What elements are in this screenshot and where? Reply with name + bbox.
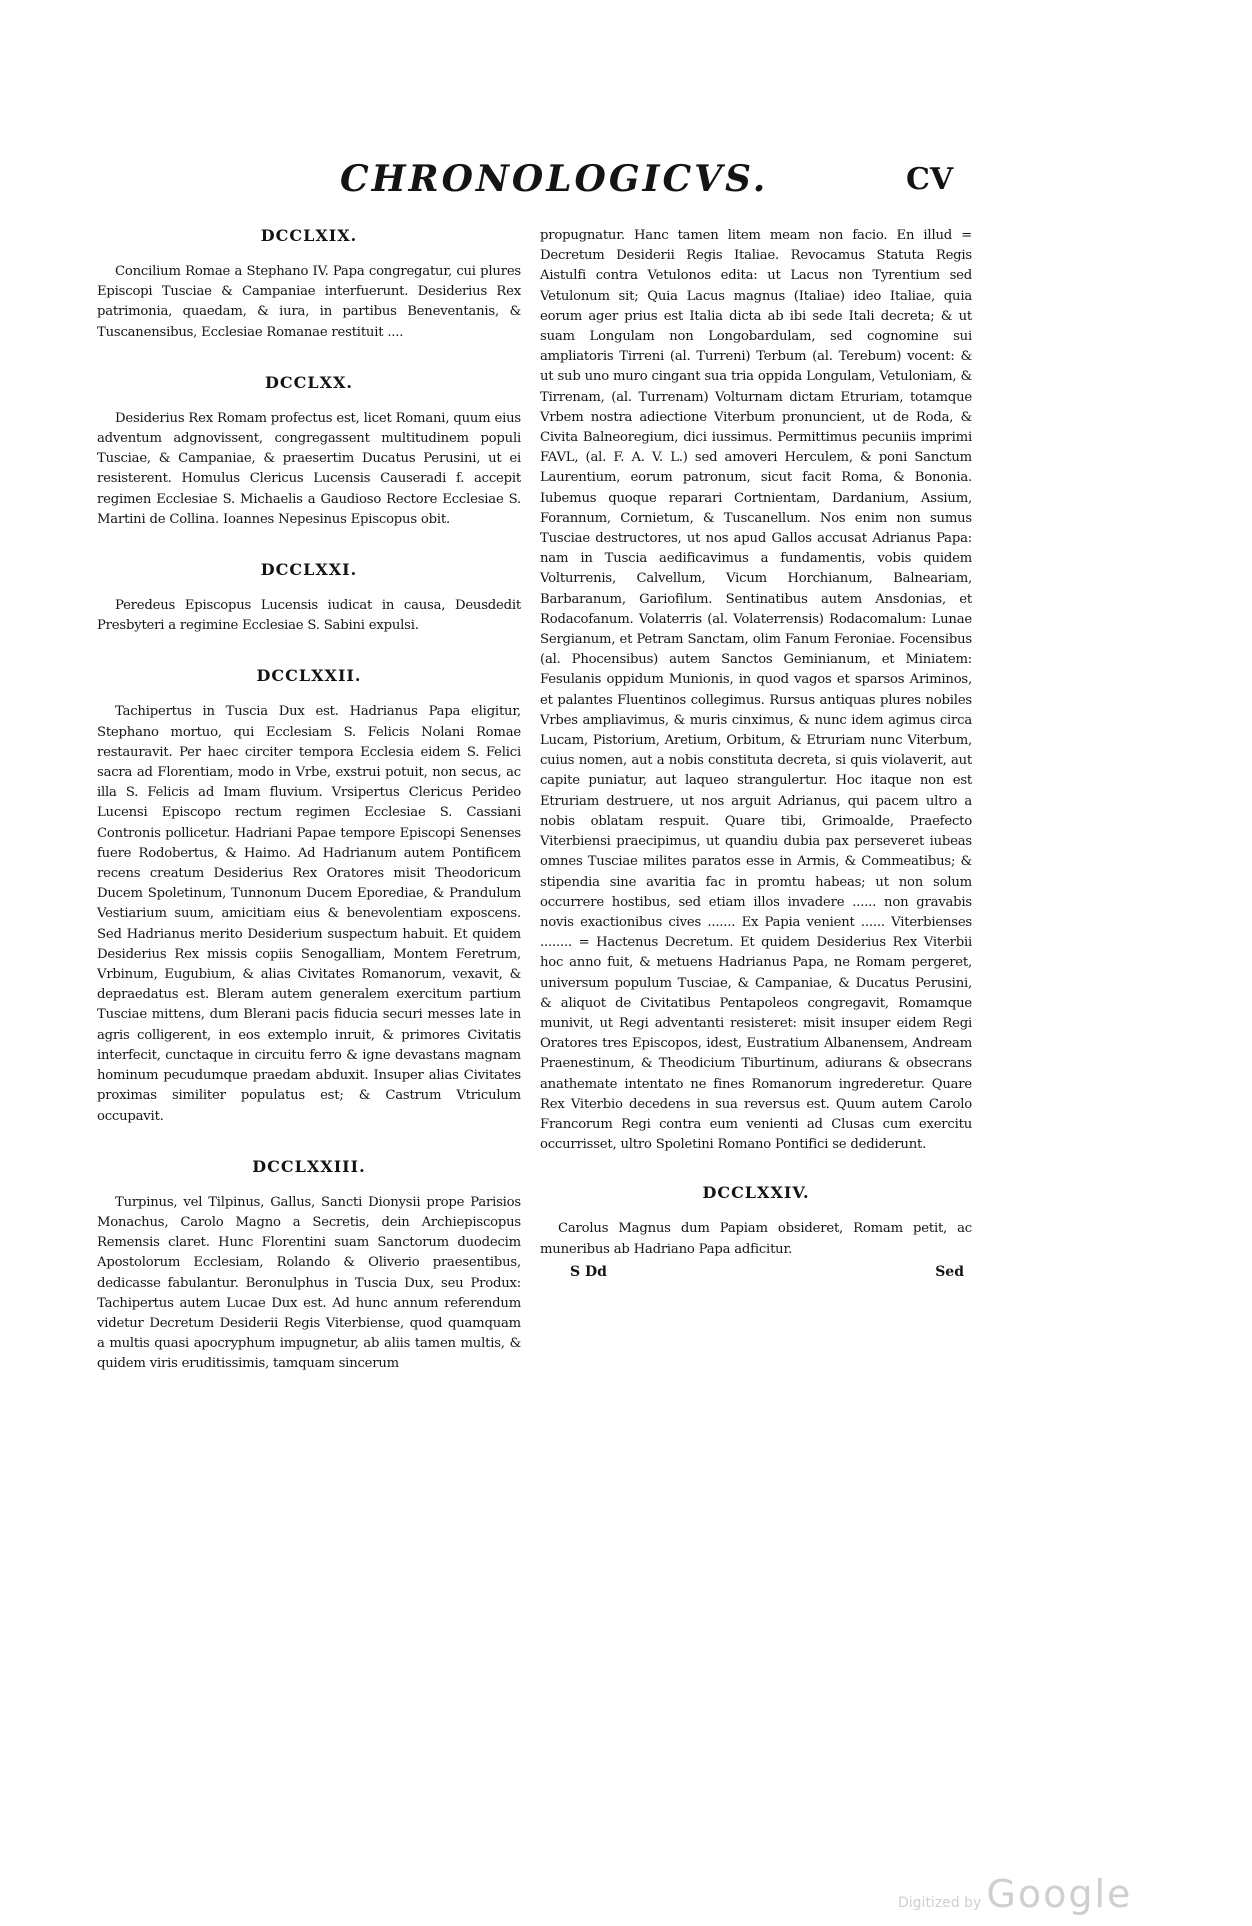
watermark-prefix: Digitized by bbox=[898, 1895, 982, 1911]
year-heading: DCCLXXIV. bbox=[702, 1183, 810, 1203]
year-heading: DCCLXXII. bbox=[256, 666, 362, 686]
continuation-text: propugnatur. Hanc tamen litem meam non facio. En illud = Decretum Desiderii Regis Italiae. Revocamus Statuta Regis Aistulfi contra Vetulonos edita: ut Lacus non Tyrentium sed Vetulonum sit; Quia Lacus magnus (Italiae) ideo Italiae, quia eorum ager prius est Italia dicta ab ibi sede Itali decreta; & ut suam Longulam non Longobardulam, sed cognomine sui ampliatoris Tirreni (al. Turreni) Terbum (al. Terebum) vocent: & ut sub uno muro cingant sua tria oppida Longulam, Vetuloniam, & Tirrenam, (al. Turrenam) Volturnam dictam Etruriam, totamque Vrbem nostra adiectione Viterbum pronuncient, ut de Roda, & Civita Balneoregium, dici iussimus. Permittimus pecuniis imprimi FAVL, (al. F. A. V. L.) sed amoveri Herculem, & poni Sanctum Laurentium, eorum patronum, sicut facit Roma, & Bononia. Iubemus quoque reparari Cortnientam, Dardanium, Assium, Forannum, Cornietum, & Tuscanellum. Nos enim non sumus Tusciae destructores, ut nos apud Gallos accusat Adrianus Papa: nam in Tuscia aedificavimus a fundamentis, vobis quidem Volturrenis, Calvellum, Vicum Horchianum, Balneariam, Barbaranum, Gariofilum. Sentinatibus autem Ansdonias, et Rodacofanum. Volaterris (al. Volaterrensis) Rodacomalum: Lunae Sergianum, et Petram Sanctam, olim Fanum Feroniae. Focensibus (al. Phocensibus) autem Sanctos Geminianum, et Miniatem: Fesulanis oppidum Munionis, in quod vagos et sparsos Ariminos, et palantes Fluentinos collegimus. Rursus antiquas plures nobiles Vrbes ampliavimus, & muris cinximus, & nunc idem agimus circa Lucam, Pistorium, Aretium, Orbitum, & Etruriam nunc Viterbum, cuius nomen, aut a nobis constituta decreta, si quis violaverit, aut capite puniatur, aut laqueo strangulertur. Hoc itaque non est Etruriam destruere, ut nos arguit Adrianus, qui pacem ultro a nobis oblatam respuit. Quare tibi, Grimoalde, Praefecto Viterbiensi praecipimus, ut quandiu dubia pax perseveret iubeas omnes Tusciae milites paratos esse in Armis, & Commeatibus; & stipendia sine avaritia fac in promtu habeas; ut non solum occurrere hostibus, sed etiam illos invadere ...... non gravabis novis exactionibus cives ....... Ex Papia venient ...... Viterbienses ........ = Hactenus Decretum. Et quidem Desiderius Rex Viterbii hoc anno fuit, & metuens Hadrianus Papa, ne Romam pergeret, universum populum Tusciae, & Campaniae, & Ducatus Perusini, & aliquot de Civitatibus Pentapoleos congregavit, Romamque munivit, ut Regi adventanti resisteret: misit insuper eidem Regi Oratores tres Episcopos, idest, Eustratium Albanensem, Andream Praenestinum, & Theodicium Tiburtinum, adiurans & obsecrans anathemate intentato ne fines Romanorum ingrederetur. Quare Rex Viterbio decedens in sua reversus est. Quum autem Carolo Francorum Regi contra eum venienti ad Clusas cum exercitu occurrisset, ultro Spoletini Romano Pontifici se dediderunt. bbox=[540, 228, 972, 1153]
entry-text: Concilium Romae a Stephano IV. Papa congregatur, cui plures Episcopi Tusciae & Campaniae interfuerunt. Desiderius Rex patrimonia, quaedam, & iura, in partibus Beneventanis, & Tuscanensibus, Ecclesiae Romanae restituit .... bbox=[97, 264, 521, 340]
year-heading: DCCLXIX. bbox=[260, 226, 358, 245]
page-footer bbox=[540, 1264, 972, 1280]
entry-text: Peredeus Episcopus Lucensis iudicat in causa, Deusdedit Presbyteri a regimine Ecclesiae S. Sabini expulsi. bbox=[97, 598, 521, 634]
running-title: CHRONOLOGICVS. bbox=[340, 158, 769, 200]
entry bbox=[97, 226, 521, 343]
entry bbox=[97, 560, 521, 636]
page-number: CV bbox=[906, 162, 954, 197]
catchword: Sed bbox=[935, 1263, 964, 1280]
entry bbox=[97, 1157, 521, 1375]
entry bbox=[97, 666, 521, 1126]
watermark bbox=[898, 1872, 1132, 1916]
right-column bbox=[540, 226, 972, 1280]
signature-mark: S Dd bbox=[570, 1263, 607, 1280]
entry-text: Desiderius Rex Romam profectus est, licet Romani, quum eius adventum adgnovissent, congregassent multitudinem populi Tusciae, & Campaniae, & praesertim Ducatus Perusini, ut ei resisterent. Homulus Clericus Lucensis Causeradi f. accepit regimen Ecclesiae S. Michaelis a Gaudioso Rectore Ecclesiae S. Martini de Collina. Ioannes Nepesinus Episcopus obit. bbox=[97, 410, 521, 527]
left-column bbox=[97, 226, 521, 1405]
entry-text: Turpinus, vel Tilpinus, Gallus, Sancti Dionysii prope Parisios Monachus, Carolo Magno a Secretis, dein Archiepiscopus Remensis claret. Hunc Florentini suam Sanctorum duodecim Apostolorum Ecclesiam, Rolando & Oliverio praesentibus, dedicasse fabulantur. Beronulphus in Tuscia Dux, seu Produx: Tachipertus autem Lucae Dux est. Ad hunc annum referendum videtur Decretum Desiderii Regis Viterbiense, quod quamquam a multis quasi apocryphum impugnetur, ab aliis tamen multis, & quidem viris eruditissimis, tamquam sincerum bbox=[97, 1194, 521, 1372]
year-heading: DCCLXXIII. bbox=[252, 1156, 366, 1176]
year-heading: DCCLXXI. bbox=[260, 560, 358, 580]
watermark-brand: Google bbox=[986, 1872, 1133, 1916]
entry-text: Tachipertus in Tuscia Dux est. Hadrianus Papa eligitur, Stephano mortuo, qui Ecclesiam S. Felicis Nolani Romae restauravit. Per haec circiter tempora Ecclesia eidem S. Felici sacra ad Florentiam, modo in Vrbe, exstrui potuit, non secus, ac illa S. Felicis ad Imam fluvium. Vrsipertus Clericus Perideo Lucensi Episcopo rectum regimen Ecclesiae S. Cassiani Contronis pollicetur. Hadriani Papae tempore Episcopi Senenses fuere Rodobertus, & Haimo. Ad Hadrianum autem Pontificem recens creatum Desiderius Rex Oratores misit Theodoricum Ducem Spoletinum, Tunnonum Ducem Eporediae, & Prandulum Vestiarium suum, amicitiam eius & benevolentiam exposcens. Sed Hadrianus merito Desiderium suspectum habuit. Et quidem Desiderius Rex missis copiis Senogalliam, Montem Feretrum, Vrbinum, Eugubium, & alias Civitates Romanorum, vexavit, & depraedatus est. Bleram autem generalem exercitum partium Tusciae mittens, dum Blerani pacis fiducia securi messes late in agris colligerent, in eos extemplo inruit, & primores Civitatis interfecit, cunctaque in circuitu ferro & igne devastans magnam hominum pecudumque praedam abduxit. Insuper alias Civitates proximas similiter populatus est; & Castrum Vtriculum occupavit. bbox=[97, 704, 521, 1124]
entry bbox=[540, 1183, 972, 1259]
entry-text: Carolus Magnus dum Papiam obsideret, Romam petit, ac muneribus ab Hadriano Papa adficitur. bbox=[540, 1221, 972, 1257]
year-heading: DCCLXX. bbox=[265, 372, 353, 392]
entry bbox=[97, 373, 521, 530]
